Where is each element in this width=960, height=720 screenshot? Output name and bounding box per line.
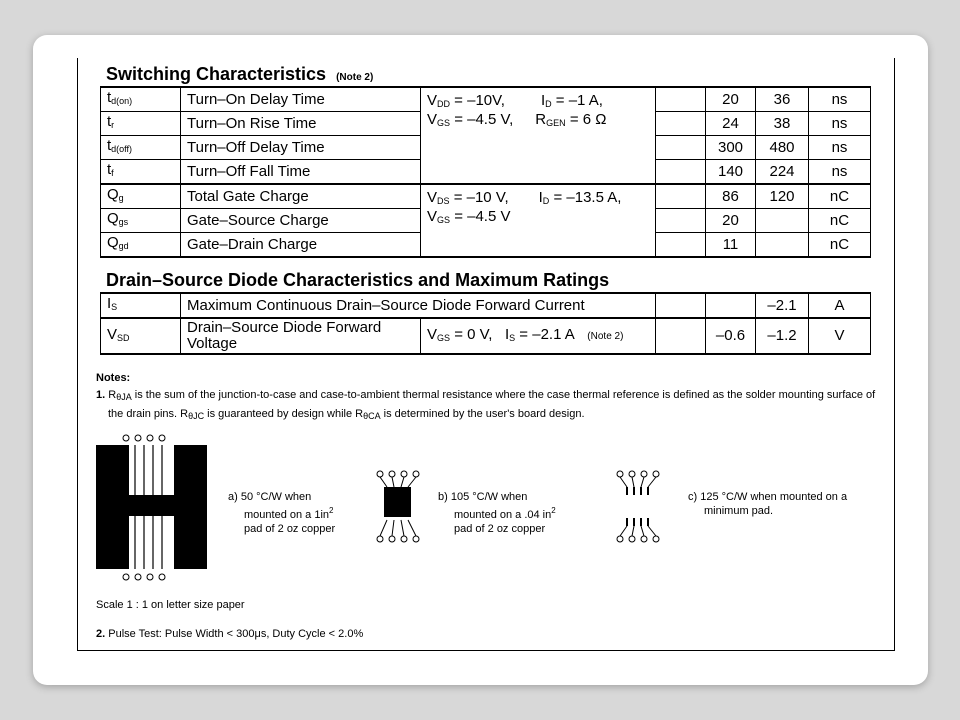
max: –1.2 bbox=[756, 318, 809, 354]
unit: A bbox=[809, 293, 871, 318]
symbol: $V_{SD}$ bbox=[101, 318, 181, 354]
switching-table bbox=[100, 86, 871, 258]
parameter: Turn–On Rise Time bbox=[181, 112, 421, 136]
unit: nC bbox=[809, 184, 871, 209]
symbol: $Q_{gs}$ bbox=[101, 209, 181, 233]
footprint-figures bbox=[94, 432, 694, 582]
unit: V bbox=[809, 318, 871, 354]
table-row-vsd bbox=[101, 318, 871, 354]
typ bbox=[706, 293, 756, 318]
min bbox=[656, 209, 706, 233]
parameter: Total Gate Charge bbox=[181, 184, 421, 209]
typ: 300 bbox=[706, 136, 756, 160]
parameter: Maximum Continuous Drain–Source Diode Forward Current bbox=[181, 293, 656, 318]
min bbox=[656, 233, 706, 258]
min bbox=[656, 184, 706, 209]
min bbox=[656, 87, 706, 112]
switching-note: (Note 2) bbox=[336, 72, 374, 83]
diode-heading: Drain–Source Diode Characteristics and Maximum Ratings bbox=[106, 270, 610, 290]
symbol: $I_S$ bbox=[101, 293, 181, 318]
typ: 86 bbox=[706, 184, 756, 209]
min bbox=[656, 293, 706, 318]
unit: ns bbox=[809, 87, 871, 112]
pad-1in-figure bbox=[96, 435, 207, 580]
unit: nC bbox=[809, 209, 871, 233]
symbol: $t_f$ bbox=[101, 160, 181, 185]
parameter: Turn–Off Delay Time bbox=[181, 136, 421, 160]
figure-c-caption: c) 125 °C/W when mounted on a minimum pad. bbox=[688, 491, 848, 517]
max: 120 bbox=[756, 184, 809, 209]
unit: ns bbox=[809, 136, 871, 160]
typ: 20 bbox=[706, 87, 756, 112]
notes: Notes: 1. $R_{\theta JA}$ is the sum of the junction-to-case and case-to-ambient thermal resistance where the case thermal reference is defined as the solder mounting surface of the drain pins. $R_{\theta JC}$ is guaranteed by design while $R_{\theta CA}$ is determined by the user's board design. bbox=[96, 372, 876, 421]
typ: 11 bbox=[706, 233, 756, 258]
parameter: Drain–Source Diode Forward Voltage bbox=[181, 318, 421, 354]
diode-table bbox=[100, 292, 871, 355]
min bbox=[656, 160, 706, 185]
note-2: 2. Pulse Test: Pulse Width < 300μs, Duty Cycle < 2.0% bbox=[96, 628, 364, 640]
max: 36 bbox=[756, 87, 809, 112]
notes-title: Notes: bbox=[96, 372, 131, 384]
switching-heading bbox=[106, 64, 373, 85]
minimum-pad-figure bbox=[617, 471, 659, 542]
symbol: $t_{d(off)}$ bbox=[101, 136, 181, 160]
unit: nC bbox=[809, 233, 871, 258]
max: 480 bbox=[756, 136, 809, 160]
max: 224 bbox=[756, 160, 809, 185]
min bbox=[656, 136, 706, 160]
symbol: $t_r$ bbox=[101, 112, 181, 136]
unit: ns bbox=[809, 112, 871, 136]
max: 38 bbox=[756, 112, 809, 136]
max bbox=[756, 233, 809, 258]
parameter: Gate–Drain Charge bbox=[181, 233, 421, 258]
pad-004in-figure bbox=[377, 471, 419, 542]
scale-note: Scale 1 : 1 on letter size paper bbox=[96, 599, 245, 611]
typ: 20 bbox=[706, 209, 756, 233]
table-row bbox=[101, 184, 871, 209]
typ: 24 bbox=[706, 112, 756, 136]
max: –2.1 bbox=[756, 293, 809, 318]
symbol: $Q_g$ bbox=[101, 184, 181, 209]
test-condition: $V_{DD} = -10V$, $I_D = -1$ A, $V_{GS} = -4.5$ V, $R_{GEN} = 6$ Ω bbox=[421, 87, 656, 184]
min bbox=[656, 112, 706, 136]
parameter: Turn–On Delay Time bbox=[181, 87, 421, 112]
unit: ns bbox=[809, 160, 871, 185]
test-condition: $V_{DS} = -10$ V, $I_D = -13.5$ A, $V_{GS} = -4.5$ V bbox=[421, 184, 656, 257]
parameter: Turn–Off Fall Time bbox=[181, 160, 421, 185]
typ: –0.6 bbox=[706, 318, 756, 354]
table-row bbox=[101, 87, 871, 112]
typ: 140 bbox=[706, 160, 756, 185]
symbol: $t_{d(on)}$ bbox=[101, 87, 181, 112]
switching-title: Switching Characteristics bbox=[106, 64, 327, 84]
max bbox=[756, 209, 809, 233]
condition: $V_{GS} = 0$ V, $I_S = -2.1$ A (Note 2) bbox=[421, 318, 656, 354]
figure-b-caption: b) 105 °C/W when mounted on a .04 $in^2$ pad of 2 oz copper bbox=[438, 491, 556, 535]
table-row-is bbox=[101, 293, 871, 318]
symbol: $Q_{gd}$ bbox=[101, 233, 181, 258]
min bbox=[656, 318, 706, 354]
figure-a-caption: a) 50 °C/W when mounted on a $1in^2$ pad of 2 oz copper bbox=[228, 491, 336, 535]
parameter: Gate–Source Charge bbox=[181, 209, 421, 233]
